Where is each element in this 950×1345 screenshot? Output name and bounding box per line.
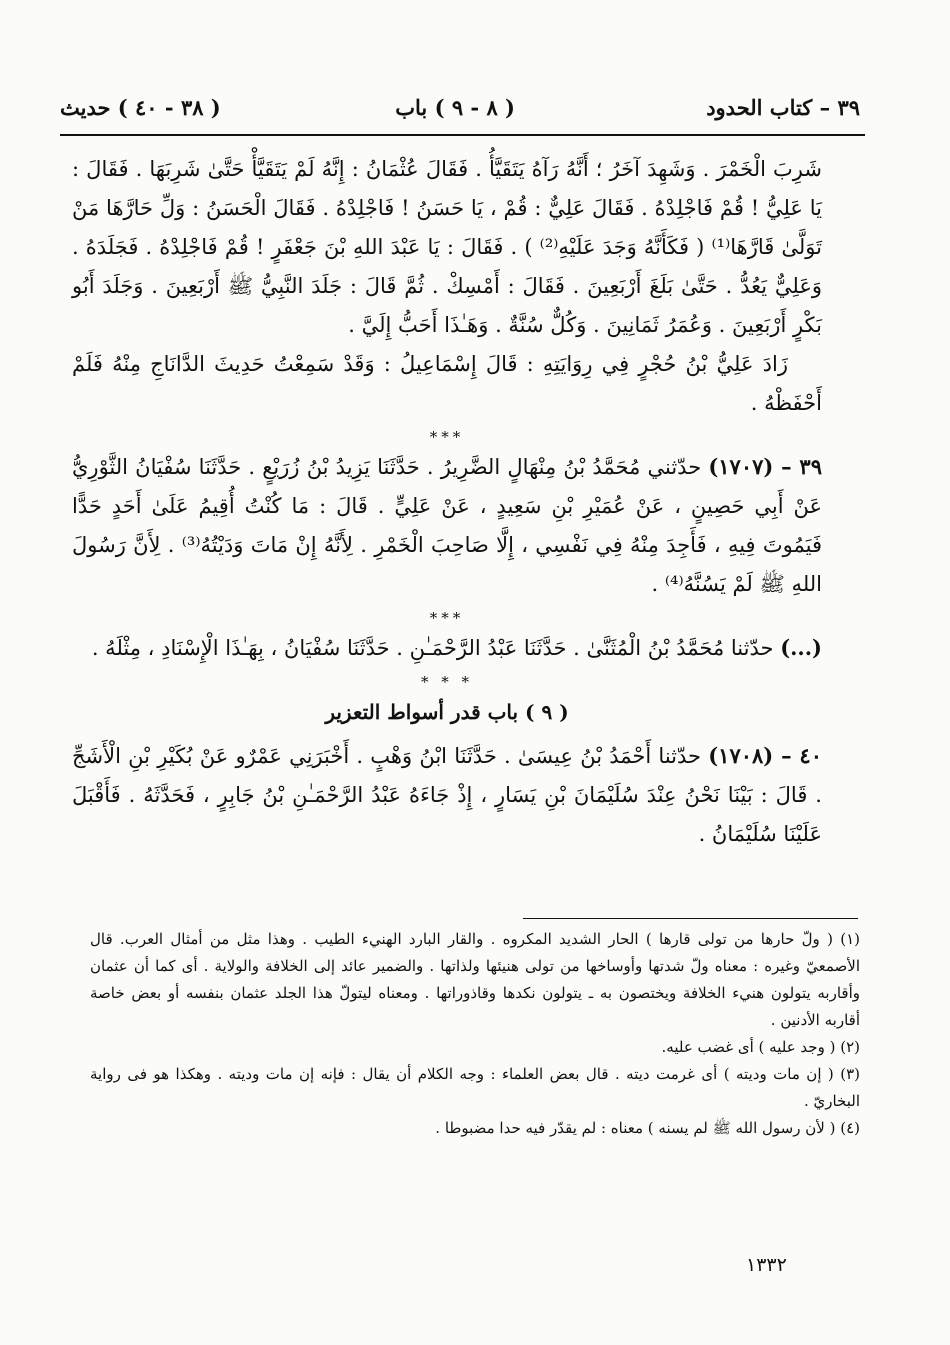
running-header bbox=[60, 95, 860, 131]
header-chapter-range: ( ٨ - ٩ ) باب bbox=[395, 95, 515, 120]
hadith-variant bbox=[72, 628, 822, 668]
header-hadith-range: ( ٣٨ - ٤٠ ) حديث bbox=[60, 95, 221, 120]
hadith-40 bbox=[72, 736, 822, 854]
hadith-40-text: حدّثنا أَحْمَدُ بْنُ عِيسَىٰ . حَدَّثَنَا ابْنُ وَهْبٍ . أَخْبَرَنِي عَمْرٌو عَنْ بُكَيْرِ بْنِ الْأَشَجِّ . قَالَ : بَيْنَا نَحْنُ عِنْدَ سُلَيْمَانَ بْنِ يَسَارٍ ، إِذْ جَاءَهُ عَبْدُ الرَّحْمَـٰنِ بْنُ جَابِرٍ ، فَحَدَّثَهُ . فَأَقْبَلَ عَلَيْنَا سُلَيْمَانُ . bbox=[72, 744, 822, 846]
hadith-39 bbox=[72, 447, 822, 604]
hadith-38-continuation: شَرِبَ الْخَمْرَ . وَشَهِدَ آخَرُ ؛ أَنَّهُ رَآهُ يَتَقَيَّأُ . فَقَالَ عُثْمَانُ : إِنَّهُ لَمْ يَتَقَيَّأْ حَتَّىٰ شَرِبَهَا . فَقَالَ : يَا عَلِيُّ ! قُمْ فَاجْلِدْهُ . فَقَالَ عَلِيٌّ : قُمْ ، يَا حَسَنُ ! فَاجْلِدْهُ . فَقَالَ الْحَسَنُ : وَلِّ حَارَّهَا مَنْ تَوَلَّىٰ قَارَّهَا⁽¹⁾ ( فَكَأَنَّهُ وَجَدَ عَلَيْهِ⁽²⁾ ) . فَقَالَ : يَا عَبْدَ اللهِ بْنَ جَعْفَرٍ ! قُمْ فَاجْلِدْهُ . فَجَلَدَهُ . وَعَلِيٌّ يَعُدُّ . حَتَّىٰ بَلَغَ أَرْبَعِينَ . فَقَالَ : أَمْسِكْ . ثُمَّ قَالَ : جَلَدَ النَّبِيُّ ﷺ أَرْبَعِينَ . وَجَلَدَ أَبُو بَكْرٍ أَرْبَعِينَ . وَعُمَرُ ثَمَانِينَ . وَكُلٌّ سُنَّةٌ . وَهَـٰذَا أَحَبُّ إِلَيَّ . bbox=[72, 157, 822, 337]
footnote-rule bbox=[523, 918, 858, 919]
section-ornament: * * * bbox=[420, 673, 474, 691]
header-book-title: ٣٩ – كتاب الحدود bbox=[706, 95, 860, 120]
footnote-1: (١) ( ولّ حارها من تولى قارها ) الحار الشديد المكروه . والقار البارد الهنيء الطيب . وهذا مثل من أمثال العرب. قال الأصمعيّ وغيره : معناه ولّ شدتها وأوساخها من تولى هنيئها ولذاتها . والضمير عائد إلى الخلافة والولاية . أى كما أن عثمان وأقاربه يتولون هنيء الخلافة ويختصون به ـ يتولون نكدها وقاذوراتها . ومعناه ليتولّ هذا الجلد عثمان بنفسه أو بعض خاصة أقاربه الأدنين . bbox=[90, 930, 860, 1029]
footnote-4: (٤) ( لأن رسول الله ﷺ لم يسنه ) معناه : لم يقدّر فيه حدا مضبوطا . bbox=[435, 1119, 860, 1137]
hadith-39-text: حدّثني مُحَمَّدُ بْنُ مِنْهَالٍ الضَّرِيرُ . حَدَّثَنَا يَزِيدُ بْنُ زُرَيْعٍ . حَدَّثَنَا سُفْيَانُ الثَّوْرِيُّ عَنْ أَبِي حَصِينٍ ، عَنْ عُمَيْرِ بْنِ سَعِيدٍ ، عَنْ عَلِيٍّ . قَالَ : مَا كُنْتُ أُقِيمُ عَلَىٰ أَحَدٍ حَدًّا فَيَمُوتَ فِيهِ ، فَأَجِدَ مِنْهُ فِي نَفْسِي ، إِلَّا صَاحِبَ الْخَمْرِ . لِأَنَّهُ إِنْ مَاتَ وَدَيْتُهُ⁽³⁾ . لِأَنَّ رَسُولَ اللهِ ﷺ لَمْ يَسُنَّهُ⁽⁴⁾ . bbox=[72, 455, 822, 596]
hadith-variant-text: حدّثنا مُحَمَّدُ بْنُ الْمُثَنَّىٰ . حَدَّثَنَا عَبْدُ الرَّحْمَـٰنِ . حَدَّثَنَا سُفْيَانُ ، بِهَـٰذَا الْإِسْنَادِ ، مِثْلَهُ . bbox=[91, 636, 774, 660]
hadith-39-number: ٣٩ – (١٧٠٧) bbox=[708, 454, 822, 479]
footnote-3: (٣) ( إن مات وديته ) أى غرمت ديته . قال بعض العلماء : وجه الكلام أن يقال : فإنه إن مات وديته . وهكذا هو فى رواية البخاريّ . bbox=[90, 1065, 860, 1110]
footnote-2: (٢) ( وجد عليه ) أى غضب عليه. bbox=[661, 1038, 860, 1056]
hadith-38-addition: زَادَ عَلِيُّ بْنُ حُجْرٍ فِي رِوَايَتِهِ : قَالَ إِسْمَاعِيلُ : وَقَدْ سَمِعْتُ حَدِيثَ الدَّانَاجِ مِنْهُ فَلَمْ أَحْفَظْهُ . bbox=[72, 352, 822, 415]
header-rule bbox=[60, 134, 865, 136]
hadith-variant-number: (...) bbox=[780, 635, 822, 660]
section-separator: *** bbox=[429, 609, 465, 627]
section-separator: *** bbox=[429, 428, 465, 446]
chapter-heading: ( ٩ ) باب قدر أسواط التعزير bbox=[325, 700, 569, 724]
hadith-40-number: ٤٠ – (١٧٠٨) bbox=[708, 743, 822, 768]
footnotes bbox=[90, 926, 860, 1142]
main-text bbox=[72, 150, 822, 854]
page-number: ١٣٣٢ bbox=[746, 1254, 787, 1276]
